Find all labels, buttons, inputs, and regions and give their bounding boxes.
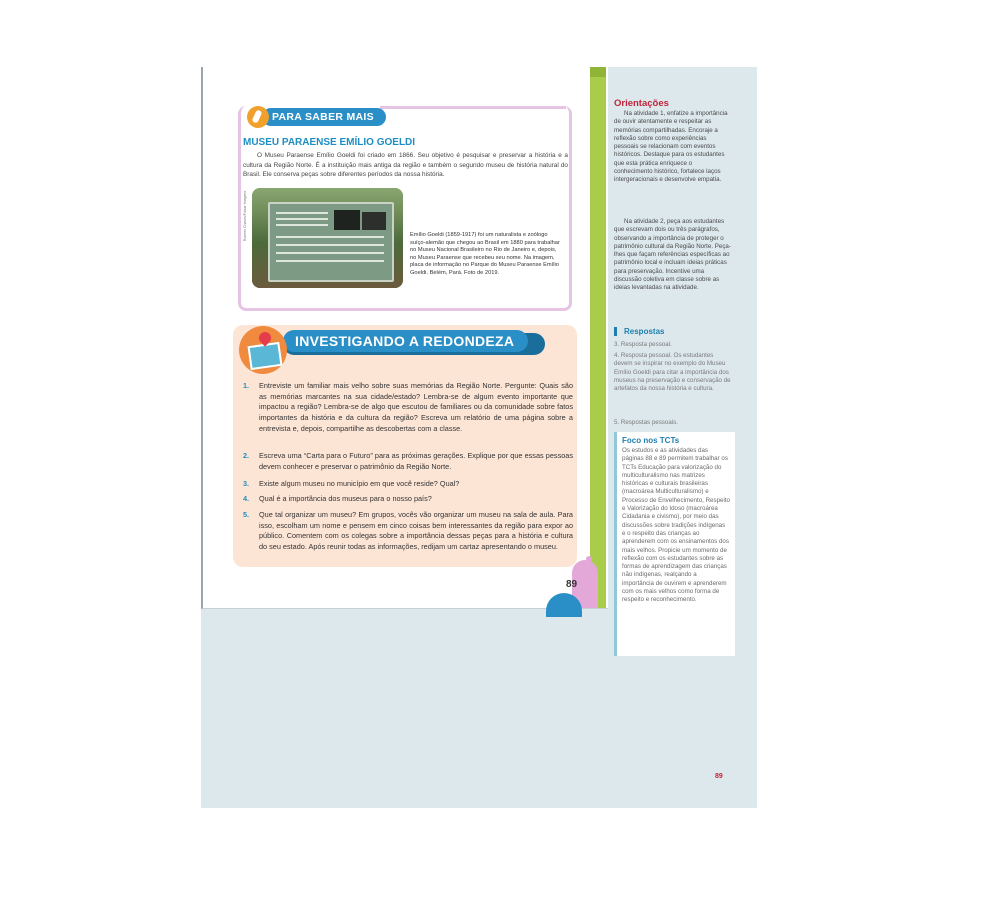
resposta-item: 4. Resposta pessoal. Os estudantes devem se inspirar no exemplo do Museu Emílio Goeldi para citar a importância dos museus na preservação e conservação de artefatos da nossa história e cultura. [614,352,731,393]
question-text: Escreva uma “Carta para o Futuro” para as próximas gerações. Explique por que essas pessoas devem conhecer e preservar o patrimônio da Região Norte. [259,451,573,471]
question-1 [243,381,573,435]
para-saber-mais-label: PARA SABER MAIS [262,108,386,126]
orientacoes-paragraph-2: Na atividade 2, peça aos estudantes que escrevam dois ou três parágrafos, observando a importância de proteger o patrimônio cultural da Região Norte. Peça-lhes que façam referências específicas ao patrimônio local e incluam ideias práticas para preservação. Incentive uma discussão coletiva em classe sobre as ideias levantadas na atividade. [614,218,731,292]
respostas-title: Respostas [614,327,664,336]
foco-tcts-title: Foco nos TCTs [622,436,680,445]
green-margin-bar [590,67,606,608]
question-number: 4. [243,494,250,503]
investigando-label: INVESTIGANDO A REDONDEZA [283,330,528,352]
question-5 [243,510,573,553]
question-text: Entreviste um familiar mais velho sobre suas memórias da Região Norte. Pergunte: Quais são as memórias marcantes na sua cidade/estado? Lembra-se de algum evento importante que impactou a região? Lembra-se de algo que escutou de familiares ou da comunidade sobre fatos importantes da história e da cultura da região? Escreva um relatório de uma página sobre a entrevista e, depois, compartilhe as descobertas com a classe. [259,381,573,433]
question-number: 2. [243,451,250,460]
orientacoes-paragraph-1: Na atividade 1, enfatize a importância de ouvir atentamente e respeitar as memórias compartilhadas. Encoraje a reflexão sobre como experiências pessoais se relacionam com eventos históricos. Destaque para os estudantes que esta prática enriquece o conhecimento histórico, fortalece laços intergeracionais e desenvolve empatia. [614,110,728,184]
question-text: Existe algum museu no município em que você reside? Qual? [259,479,460,488]
page-number: 89 [566,579,578,590]
question-text: Qual é a importância dos museus para o nosso país? [259,494,432,503]
museum-paragraph: O Museu Paraense Emílio Goeldi foi criado em 1866. Seu objetivo é pesquisar e preservar a história e a cultura da Região Norte. É a instituição mais antiga da região e também o segundo museu de história natural do Brasil. Ele conserva peças sobre diferentes períodos da nossa história. [243,152,568,178]
question-3 [243,479,573,490]
green-margin-bar-top [590,67,606,77]
photo-caption: Emílio Goeldi (1859-1917) foi um naturalista e zoólogo suíço-alemão que chegou ao Brasil em 1880 para trabalhar no Museu Nacional Brasileiro no Rio de Janeiro e, depois, no Museu Paraense que recebeu seu nome. Na imagem, placa de informação no Parque do Museu Paraense Emílio Goeldi. Belém, Pará. Foto de 2019. [410,232,560,276]
question-number: 3. [243,479,250,488]
map-pin-icon [239,326,287,374]
question-text: Que tal organizar um museu? Em grupos, vocês vão organizar um museu na sala de aula. Para isso, escolham um nome e pensem em cinco coisas bem interessantes da região para expor ao público. Comentem com os colegas sobre a importância dessas peças para a história e cultura do seu estado. Após reunir todas as informações, redijam um cartaz apresentando o museu. [259,510,573,552]
photo-credit: Rubens Chaves/Pulsar Imagens [243,190,248,242]
museum-title: MUSEU PARAENSE EMÍLIO GOELDI [243,137,416,148]
question-number: 5. [243,510,250,519]
para-saber-mais-frame-top [380,106,566,109]
question-2 [243,451,573,472]
decoration-dot [586,556,592,562]
resposta-item: 5. Respostas pessoais. [614,419,678,426]
question-4 [243,494,573,505]
question-number: 1. [243,381,250,390]
orientacoes-title: Orientações [614,98,669,109]
foco-tcts-text: Os estudos e as atividades das páginas 88 e 89 permitem trabalhar os TCTs Educação para valorização do multiculturalismo nas matrizes históricas e culturais brasileiras (macroárea Multiculturalismo) e Processo de Envelhecimento, Respeito e Valorização do Idoso (macroárea Cidadania e civismo), por meio das discussões sobre tradições indígenas e o respeito das crianças ao aprenderem com os ensinamentos dos mais velhos. Propicie um momento de reflexão com os estudantes sobre as formas de aprendizagem das crianças não indígenas, realçando a importância de ouvirem e aprenderem com os mais velhos como forma de respeito e reconhecimento. [622,447,730,604]
museum-sign-photo [252,188,403,288]
right-page-number: 89 [715,773,723,780]
pencil-icon [247,106,269,128]
resposta-item: 3. Resposta pessoal. [614,341,672,348]
